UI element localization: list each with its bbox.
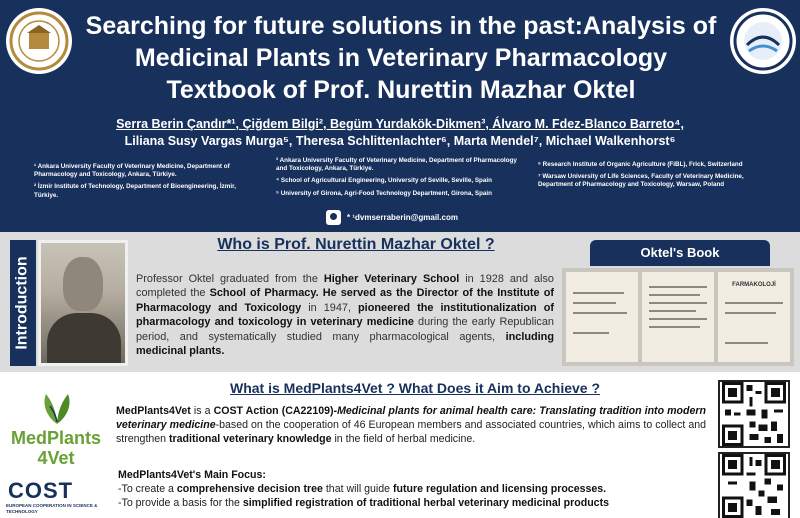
affiliations-column-3 [538, 161, 778, 194]
introduction-tab-label: Introduction [14, 256, 31, 350]
cost-logo: COST [8, 478, 74, 503]
poster-header [0, 0, 800, 232]
poster-title: Searching for future solutions in the past:Analysis of Medicinal Plants in Veterinary Pharmacology Textbook of Prof. Nurettin Mazhar Oktel [85, 12, 717, 104]
text-run: during the early Republican period, and systematically studied many pharmacological agents, [136, 316, 554, 343]
medplants-heading: What is MedPlants4Vet ? What Does it Aim to Achieve ? [229, 380, 601, 396]
affiliation: ⁶ Research Institute of Organic Agriculture (FiBL), Frick, Switzerland [538, 161, 743, 168]
ankara-university-logo [6, 8, 72, 74]
email-text: * ¹dvmserraberin@gmail.com [347, 213, 458, 222]
affiliations-column-1 [34, 163, 256, 204]
focus-item [118, 482, 708, 496]
text-run-bold: simplified registration of traditional herbal veterinary medicinal products [242, 497, 609, 509]
text-run-bold: future regulation and licensing processes. [393, 483, 607, 495]
leaf-icon [36, 392, 78, 426]
affiliation: ⁴ School of Agricultural Engineering, University of Seville, Seville, Spain [276, 177, 492, 185]
medplants4vet-logo-text [4, 428, 108, 468]
text-run: -To create a [118, 483, 177, 495]
book-photos [562, 268, 794, 366]
oktels-book-tab: Oktel's Book [590, 240, 770, 266]
text-run: in 1947, [301, 301, 359, 314]
text-run-bold: MedPlants4Vet [116, 405, 191, 417]
text-run-bold-italic: Medicinal plants for animal health care: Translating tradition into modern veterinary medicine [116, 405, 706, 432]
focus-label: MedPlants4Vet's Main Focus: [118, 469, 266, 481]
text-run: that will guide [322, 483, 393, 495]
qr-code-1[interactable] [718, 380, 790, 448]
logo-line: MedPlants [10, 428, 102, 448]
text-run-bold: He served as the Director of the Institute of Pharmacology and Toxicology [136, 287, 554, 314]
affiliations-column-2 [276, 157, 526, 202]
affiliation: ³ Ankara University Faculty of Veterinary Medicine, Department of Pharmacology and Toxicology, Ankara, Türkiye. [276, 157, 517, 173]
book-page-1 [566, 272, 638, 362]
text-run: in 1928 and also completed the [136, 273, 554, 300]
qr-code-2[interactable] [718, 452, 790, 518]
text-run-bold: pioneered the institutionalization of pharmacology and toxicology in veterinary medicine [136, 301, 555, 329]
introduction-tab [10, 240, 36, 366]
focus-item [118, 496, 708, 510]
affiliation: ¹ Ankara University Faculty of Veterinary Medicine, Department of Pharmacology and Toxicology, Ankara, Türkiye. [34, 163, 230, 179]
author-list [60, 116, 740, 150]
iztech-logo [730, 8, 796, 74]
authors-line-2: Liliana Susy Vargas Murga⁵, Theresa Schlittenlachter⁶, Marta Mendel⁷, Michael Walkenhorst⁶ [124, 134, 676, 148]
medplants-focus [118, 468, 708, 510]
authors-line-1: Serra Berin Çandır*¹, Çiğdem Bilgi², Begüm Yurdakök-Dikmen³, Álvaro M. Fdez-Blanco Barreto⁴, [116, 117, 684, 131]
book-page-2 [642, 272, 714, 362]
book-cover [718, 272, 790, 362]
text-run-bold: COST Action (CA22109)- [213, 405, 338, 417]
cost-subtitle: EUROPEAN COOPERATION IN SCIENCE & TECHNOLOGY [6, 503, 98, 514]
text-run: -To provide a basis for the [118, 497, 243, 509]
text-run-bold: including medicinal plants. [136, 330, 554, 358]
oktel-portrait [38, 240, 128, 366]
text-run-bold: comprehensive decision tree [176, 483, 323, 495]
medplants-paragraph [116, 404, 706, 447]
text-run-bold: traditional veterinary knowledge [169, 433, 332, 446]
text-run: is a [190, 405, 214, 417]
affiliation: ⁵ University of Girona, Agri-Food Technology Department, Girona, Spain [276, 189, 493, 197]
logo-line: 4Vet [37, 448, 75, 468]
text-run-bold: School of Pharmacy. [209, 287, 319, 300]
text-run-bold: Higher Veterinary School [323, 273, 460, 285]
intro-paragraph [136, 272, 554, 358]
text-run: Professor Oktel graduated from the [136, 273, 324, 285]
book-cover-title: FARMAKOLOJİ [732, 282, 776, 288]
affiliation: ² İzmir Institute of Technology, Department of Bioengineering, İzmir, Türkiye. [34, 183, 236, 199]
contact-email[interactable] [326, 210, 458, 225]
user-icon [326, 210, 341, 225]
text-run: -based on the cooperation of 46 European members and associated countries, which aims to collect and strengthen [116, 419, 706, 446]
text-run: in the field of herbal medicine. [331, 433, 476, 446]
affiliation: ⁷ Warsaw University of Life Sciences, Faculty of Veterinary Medicine, Department of Pharmacology and Toxicology, Warsaw, Poland [538, 173, 744, 189]
who-heading: Who is Prof. Nurettin Mazhar Oktel ? [217, 236, 495, 253]
